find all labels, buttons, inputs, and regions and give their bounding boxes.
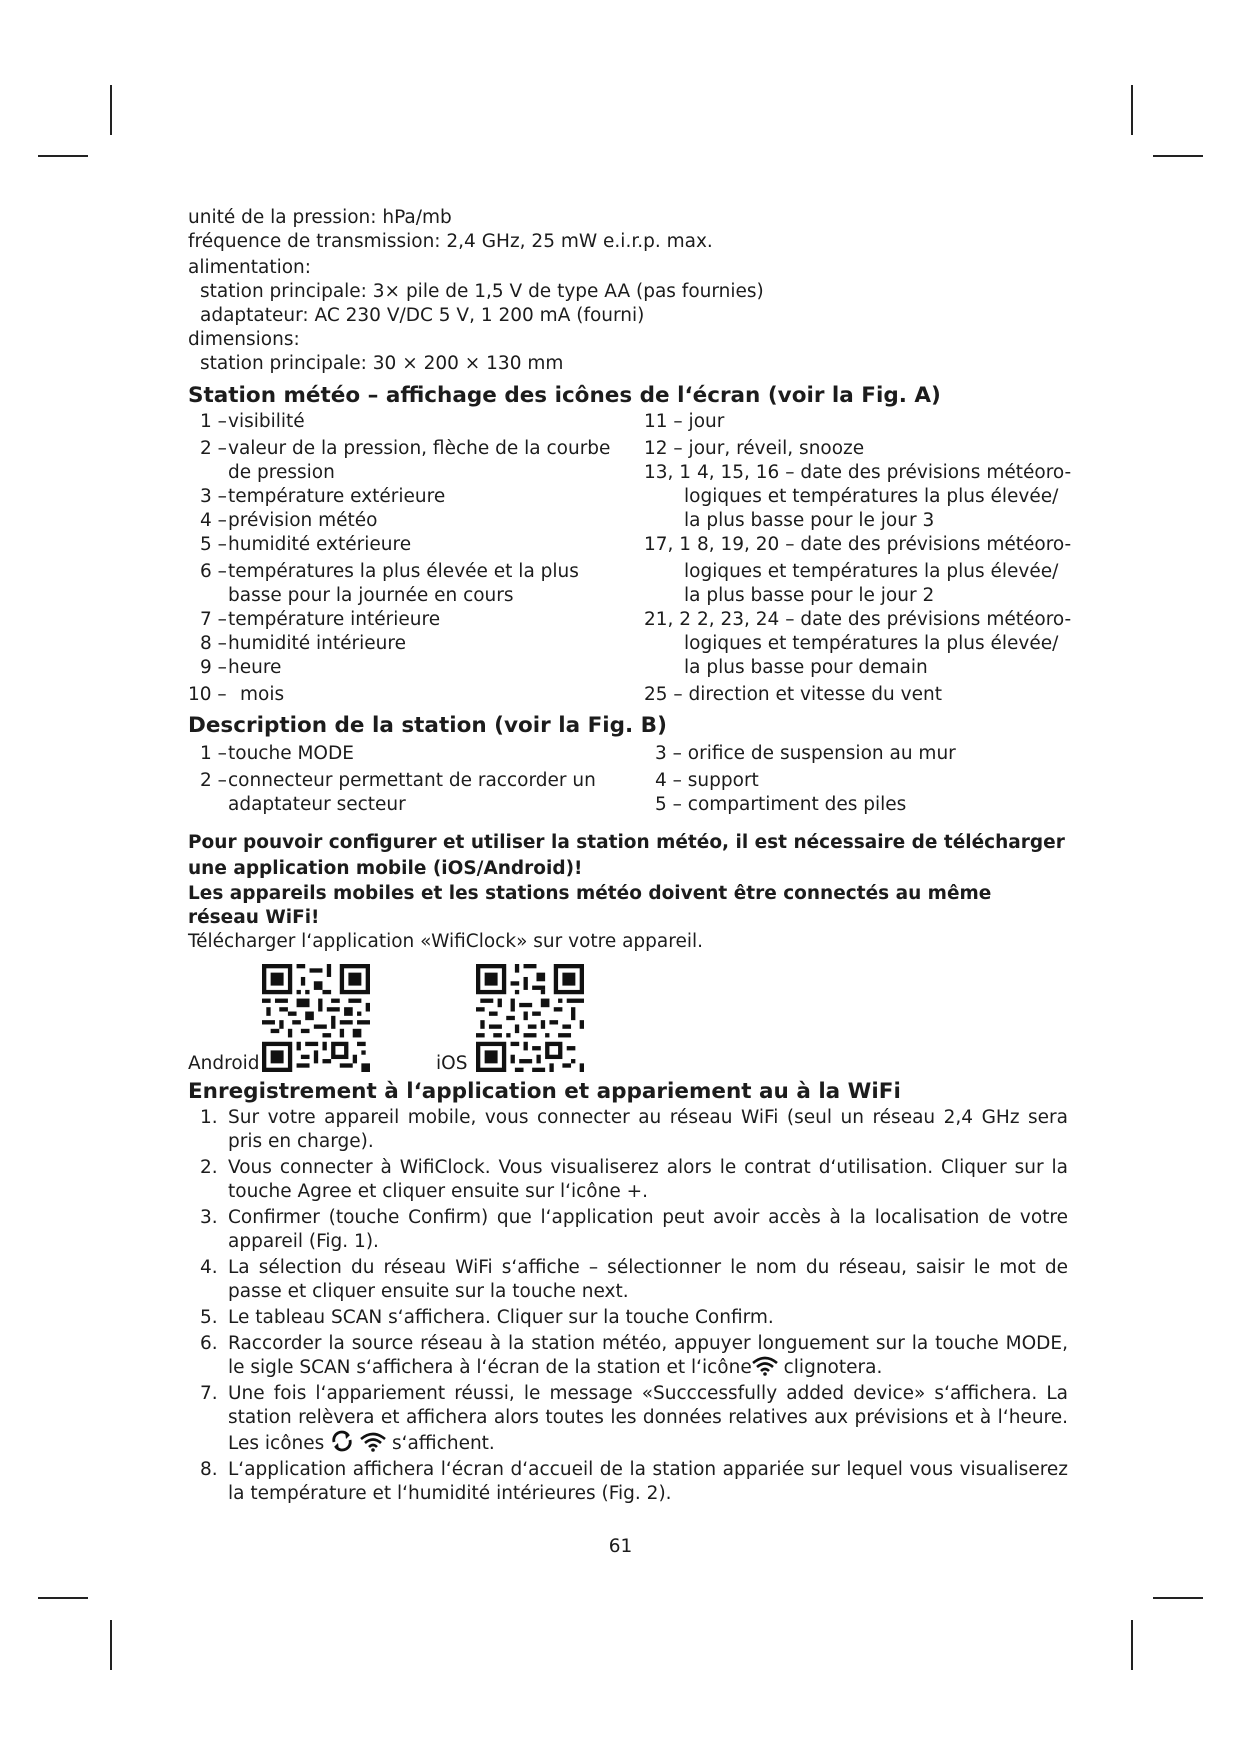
list-item-cont: de pression xyxy=(228,462,335,483)
list-item: 13, 1 4, 15, 16 – date des prévisions météoro- xyxy=(644,462,1072,483)
spec-power-main: station principale: 3× pile de 1,5 V de type AA (pas fournies) xyxy=(200,281,764,302)
pairing-section-heading: Enregistrement à l‘application et appariement au à la WiFi xyxy=(188,1079,901,1104)
android-qr-code[interactable] xyxy=(262,964,370,1072)
wifi-icon xyxy=(360,1432,386,1452)
specifications xyxy=(188,206,1068,376)
page-number: 61 xyxy=(608,1536,633,1557)
list-item-cont: adaptateur secteur xyxy=(228,794,406,815)
list-item: 1 – touche MODE xyxy=(200,743,354,764)
crop-mark-top-left-h xyxy=(38,155,88,157)
list-item: 1. Sur votre appareil mobile, vous connecter au réseau WiFi (seul un réseau 2,4 GHz sera pris en charge). xyxy=(200,1107,1068,1152)
list-item: 5 – compartiment des piles xyxy=(655,794,907,815)
list-item: 2 – connecteur permettant de raccorder un xyxy=(200,770,596,791)
notice-app-required: Pour pouvoir configurer et utiliser la station météo, il est nécessaire de télécharger une application mobile (iOS/Android)! xyxy=(188,832,1065,879)
list-item: 17, 1 8, 19, 20 – date des prévisions météoro- xyxy=(644,534,1072,555)
list-item-cont: la plus basse pour le jour 2 xyxy=(684,585,935,606)
crop-mark-top-left-v xyxy=(110,85,112,135)
crop-mark-bottom-left-v xyxy=(110,1620,112,1670)
station-section-heading: Description de la station (voir la Fig. B) xyxy=(188,713,667,738)
sync-icon xyxy=(330,1430,354,1452)
list-item: 4. La sélection du réseau WiFi s‘affiche – sélectionner le nom du réseau, saisir le mot de passe et cliquer ensuite sur la touche next. xyxy=(200,1257,1068,1302)
list-item: 7 – température intérieure xyxy=(200,609,441,630)
list-item: 4 – support xyxy=(655,770,759,791)
spec-power-adapter: adaptateur: AC 230 V/DC 5 V, 1 200 mA (fourni) xyxy=(200,305,645,326)
qr-ios-label: iOS xyxy=(436,1053,468,1074)
crop-mark-bottom-right-h xyxy=(1153,1597,1203,1599)
spec-pressure-unit: unité de la pression: hPa/mb xyxy=(188,207,452,228)
pairing-steps xyxy=(188,1106,1068,1506)
list-item: 25 – direction et vitesse du vent xyxy=(644,684,942,705)
list-item: 3 – température extérieure xyxy=(200,486,446,507)
app-notice xyxy=(188,830,1068,954)
spec-dimensions-label: dimensions: xyxy=(188,329,300,350)
list-item: 3. Confirmer (touche Confirm) que l‘application peut avoir accès à la localisation de votre appareil (Fig. 1). xyxy=(200,1207,1068,1252)
list-item: 5. Le tableau SCAN s‘affichera. Cliquer sur la touche Confirm. xyxy=(200,1307,774,1328)
list-item-cont: logiques et températures la plus élevée/ xyxy=(684,561,1059,582)
list-item: 5 – humidité extérieure xyxy=(200,534,412,555)
station-list-right xyxy=(655,742,1085,817)
list-item: 10 – mois xyxy=(188,684,285,705)
crop-mark-bottom-left-h xyxy=(38,1597,88,1599)
list-item-cont: la plus basse pour le jour 3 xyxy=(684,510,935,531)
list-item: 8. L‘application affichera l‘écran d‘accueil de la station appariée sur lequel vous visualiserez la température et l‘humidité intérieures (Fig. 2). xyxy=(200,1459,1068,1504)
crop-mark-bottom-right-v xyxy=(1131,1620,1133,1670)
page-content xyxy=(188,206,1072,1508)
list-item: 12 – jour, réveil, snooze xyxy=(644,438,865,459)
icons-section-heading: Station météo – affichage des icônes de l‘écran (voir la Fig. A) xyxy=(188,383,941,408)
notice-download: Télécharger l‘application «WifiClock» sur votre appareil. xyxy=(188,931,704,952)
list-item: 3 – orifice de suspension au mur xyxy=(655,743,956,764)
qr-codes xyxy=(188,964,1068,1076)
station-list xyxy=(188,740,1068,824)
list-item: 7. Une fois l‘appariement réussi, le message «Succcessfully added device» s‘affichera. La station relèvera et affichera alors toutes les données relatives aux prévisions et à l‘heure. Les icônes s‘affichent. xyxy=(200,1383,1068,1454)
list-item: 9 – heure xyxy=(200,657,282,678)
list-item-cont: basse pour la journée en cours xyxy=(228,585,514,606)
list-item-cont: logiques et températures la plus élevée/ xyxy=(684,486,1059,507)
spec-frequency: fréquence de transmission: 2,4 GHz, 25 mW e.i.r.p. max. xyxy=(188,231,713,252)
crop-mark-top-right-v xyxy=(1131,85,1133,135)
wifi-icon xyxy=(752,1356,778,1376)
list-item-cont: la plus basse pour demain xyxy=(684,657,928,678)
list-item: 6. Raccorder la source réseau à la station météo, appuyer longuement sur la touche MODE, le sigle SCAN s‘affichera à l‘écran de la station et l‘icône clignotera. xyxy=(200,1333,1068,1378)
list-item: 21, 2 2, 23, 24 – date des prévisions météoro- xyxy=(644,609,1072,630)
crop-mark-top-right-h xyxy=(1153,155,1203,157)
ios-qr-code[interactable] xyxy=(476,964,584,1072)
list-item: 2 – valeur de la pression, flèche de la courbe xyxy=(200,438,611,459)
notice-same-network: Les appareils mobiles et les stations météo doivent être connectés au même réseau WiFi! xyxy=(188,883,992,928)
list-item: 2. Vous connecter à WifiClock. Vous visualiserez alors le contrat d‘utilisation. Cliquer sur la touche Agree et cliquer ensuite sur l‘icône +. xyxy=(200,1157,1068,1202)
icons-list-left xyxy=(188,410,628,707)
icons-list xyxy=(188,410,1072,708)
list-item: 6 – températures la plus élevée et la plus xyxy=(200,561,579,582)
qr-android-label: Android xyxy=(188,1053,260,1074)
list-item: 4 – prévision météo xyxy=(200,510,378,531)
list-item: 11 – jour xyxy=(644,411,725,432)
station-list-left xyxy=(188,742,628,817)
list-item-cont: logiques et températures la plus élevée/ xyxy=(684,633,1059,654)
spec-dimensions-main: station principale: 30 × 200 × 130 mm xyxy=(200,353,564,374)
list-item: 1 – visibilité xyxy=(200,411,305,432)
list-item: 8 – humidité intérieure xyxy=(200,633,406,654)
icons-list-right xyxy=(644,410,1074,707)
spec-power-label: alimentation: xyxy=(188,257,312,278)
